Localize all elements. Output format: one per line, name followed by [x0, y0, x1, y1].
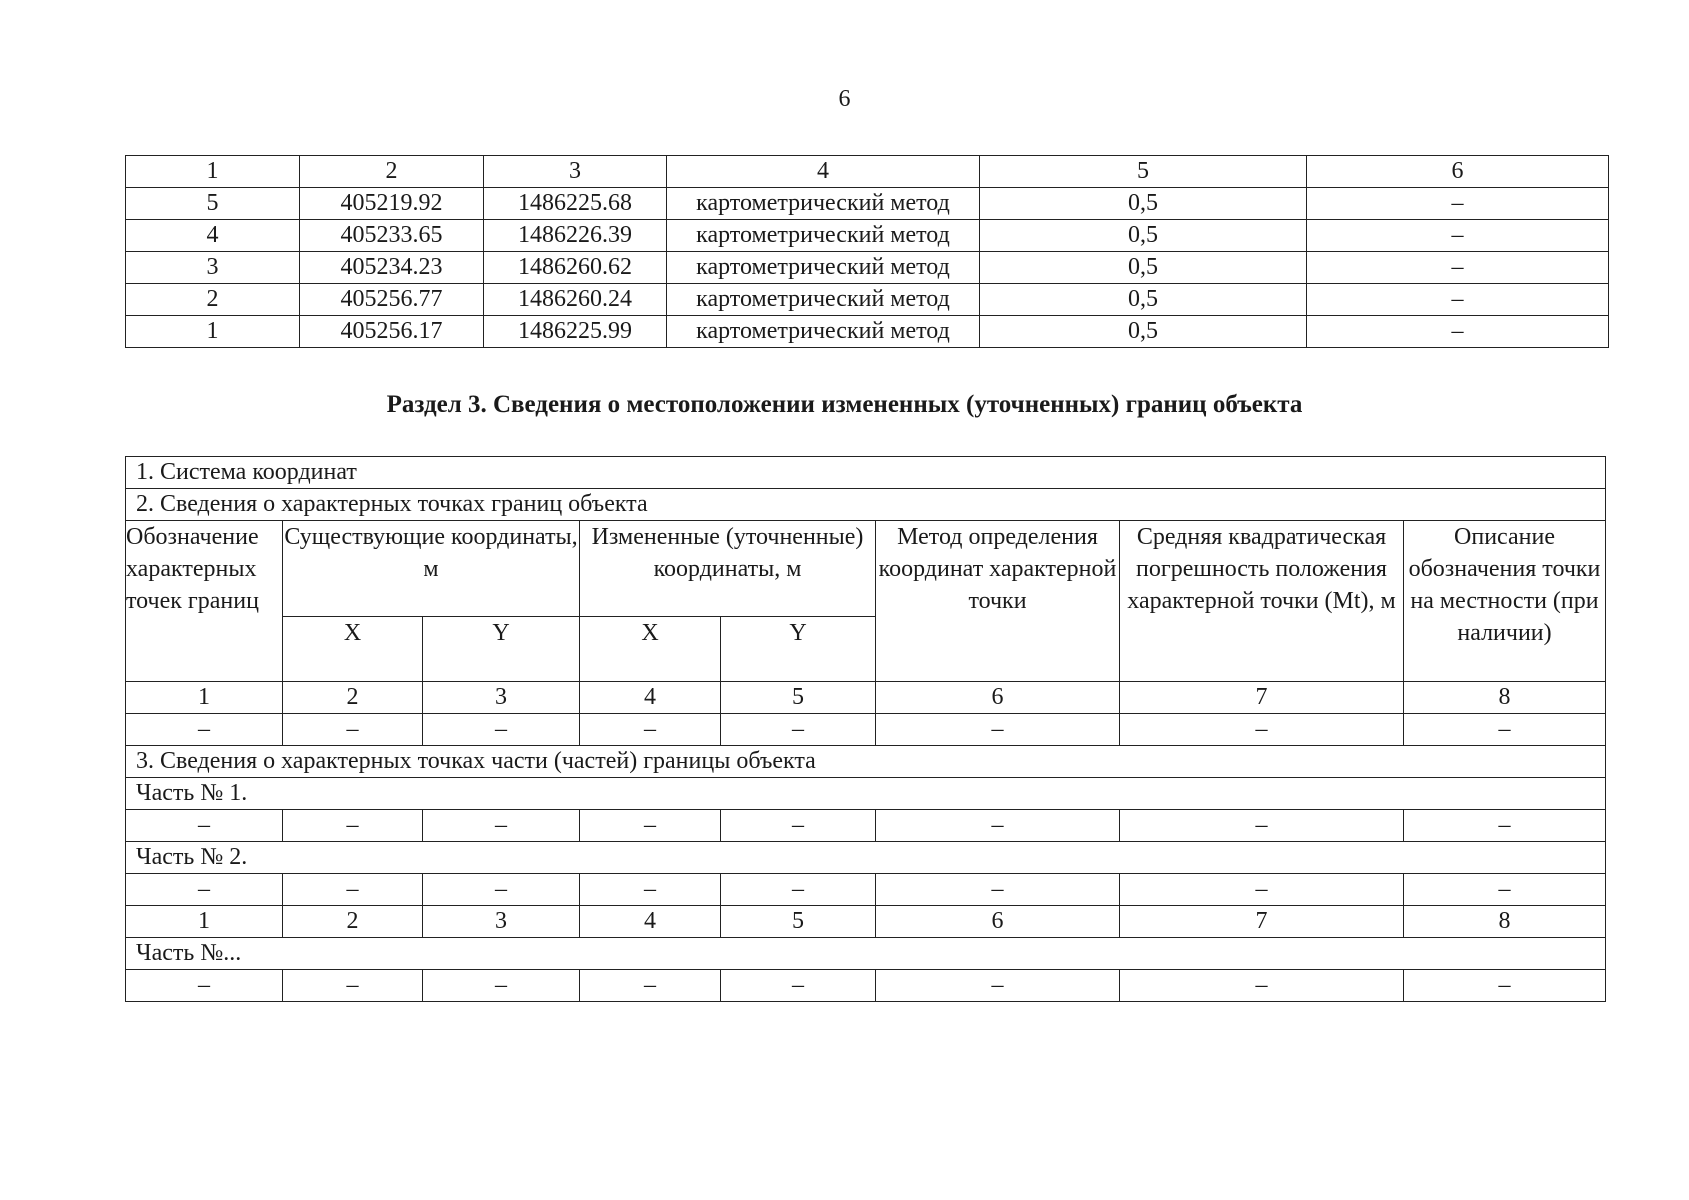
description: –: [1307, 316, 1609, 348]
page-number: 6: [838, 86, 851, 112]
dash-cell: –: [126, 874, 283, 906]
column-number-row: [126, 682, 1606, 714]
column-number: 1: [126, 682, 283, 714]
points-info-row: [126, 489, 1606, 521]
changed-boundaries-table: [125, 456, 1606, 1002]
method: картометрический метод: [667, 284, 980, 316]
column-number: 5: [721, 682, 876, 714]
coordinate-system-row: [126, 457, 1606, 489]
y-coordinate: 1486225.68: [484, 188, 667, 220]
dash-cell: –: [721, 714, 876, 746]
table-row: [126, 284, 1609, 316]
part-2-label: Часть № 2.: [126, 842, 1606, 874]
column-number: 1: [126, 156, 300, 188]
method: картометрический метод: [667, 188, 980, 220]
dash-cell: –: [283, 970, 423, 1002]
x-coordinate: 405256.77: [300, 284, 484, 316]
dash-cell: –: [283, 874, 423, 906]
dash-cell: –: [580, 810, 721, 842]
column-number: 2: [283, 682, 423, 714]
column-number: 2: [283, 906, 423, 938]
changed-x-header: X: [580, 617, 721, 682]
dash-cell: –: [1404, 714, 1606, 746]
points-info-label: 2. Сведения о характерных точках границ объекта: [126, 489, 1606, 521]
description-header: Описание обозначения точки на местности (при наличии): [1404, 521, 1606, 682]
method: картометрический метод: [667, 252, 980, 284]
x-coordinate: 405233.65: [300, 220, 484, 252]
coordinate-system-label: 1. Система координат: [126, 457, 1606, 489]
part-1-row: [126, 778, 1606, 810]
dash-cell: –: [876, 970, 1120, 1002]
error-value: 0,5: [980, 252, 1307, 284]
column-number: 1: [126, 906, 283, 938]
header-row: [126, 521, 1606, 617]
method: картометрический метод: [667, 220, 980, 252]
dash-cell: –: [423, 810, 580, 842]
point-number: 4: [126, 220, 300, 252]
y-coordinate: 1486226.39: [484, 220, 667, 252]
changed-y-header: Y: [721, 617, 876, 682]
y-coordinate: 1486260.24: [484, 284, 667, 316]
column-number: 3: [484, 156, 667, 188]
column-number: 6: [876, 682, 1120, 714]
column-number: 8: [1404, 906, 1606, 938]
error-value: 0,5: [980, 284, 1307, 316]
table-row: [126, 188, 1609, 220]
part-2-row: [126, 842, 1606, 874]
description: –: [1307, 220, 1609, 252]
column-number: 2: [300, 156, 484, 188]
dash-cell: –: [126, 970, 283, 1002]
dash-cell: –: [283, 714, 423, 746]
dash-cell: –: [1120, 714, 1404, 746]
column-number: 8: [1404, 682, 1606, 714]
designation-header: Обозначение характерных точек границ: [126, 521, 283, 682]
table-row: [126, 220, 1609, 252]
column-number: 4: [580, 682, 721, 714]
description: –: [1307, 284, 1609, 316]
column-number: 6: [876, 906, 1120, 938]
dash-cell: –: [423, 874, 580, 906]
table-row: [126, 252, 1609, 284]
dash-cell: –: [126, 810, 283, 842]
description: –: [1307, 188, 1609, 220]
column-number: 3: [423, 682, 580, 714]
existing-x-header: X: [283, 617, 423, 682]
point-number: 1: [126, 316, 300, 348]
error-value: 0,5: [980, 188, 1307, 220]
method-header: Метод определения координат характерной точки: [876, 521, 1120, 682]
x-coordinate: 405256.17: [300, 316, 484, 348]
point-number: 2: [126, 284, 300, 316]
error-value: 0,5: [980, 316, 1307, 348]
x-coordinate: 405219.92: [300, 188, 484, 220]
dash-cell: –: [876, 874, 1120, 906]
dash-cell: –: [721, 810, 876, 842]
point-number: 3: [126, 252, 300, 284]
dash-cell: –: [580, 874, 721, 906]
dash-cell: –: [721, 970, 876, 1002]
dash-cell: –: [126, 714, 283, 746]
dash-row: [126, 714, 1606, 746]
dash-row: [126, 810, 1606, 842]
column-number: 6: [1307, 156, 1609, 188]
dash-cell: –: [1120, 874, 1404, 906]
changed-coordinates-header: Измененные (уточненные) координаты, м: [580, 521, 876, 617]
error-header: Средняя квадратическая погрешность положения характерной точки (Mt), м: [1120, 521, 1404, 682]
column-number: 4: [580, 906, 721, 938]
dash-cell: –: [876, 714, 1120, 746]
column-number: 7: [1120, 682, 1404, 714]
dash-cell: –: [423, 970, 580, 1002]
column-number-row: [126, 156, 1609, 188]
column-number: 3: [423, 906, 580, 938]
part-n-label: Часть №...: [126, 938, 1606, 970]
dash-cell: –: [1404, 970, 1606, 1002]
section-title: Раздел 3. Сведения о местоположении измененных (уточненных) границ объекта: [386, 391, 1303, 418]
column-number: 7: [1120, 906, 1404, 938]
dash-cell: –: [1120, 810, 1404, 842]
y-coordinate: 1486225.99: [484, 316, 667, 348]
column-number-row: [126, 906, 1606, 938]
y-coordinate: 1486260.62: [484, 252, 667, 284]
table-row: [126, 316, 1609, 348]
dash-cell: –: [1404, 810, 1606, 842]
x-coordinate: 405234.23: [300, 252, 484, 284]
description: –: [1307, 252, 1609, 284]
dash-cell: –: [1404, 874, 1606, 906]
dash-cell: –: [721, 874, 876, 906]
point-number: 5: [126, 188, 300, 220]
existing-y-header: Y: [423, 617, 580, 682]
dash-cell: –: [1120, 970, 1404, 1002]
parts-info-label: 3. Сведения о характерных точках части (частей) границы объекта: [126, 746, 1606, 778]
dash-cell: –: [876, 810, 1120, 842]
dash-cell: –: [283, 810, 423, 842]
method: картометрический метод: [667, 316, 980, 348]
part-n-row: [126, 938, 1606, 970]
dash-cell: –: [423, 714, 580, 746]
dash-row: [126, 970, 1606, 1002]
column-number: 5: [721, 906, 876, 938]
parts-info-row: [126, 746, 1606, 778]
dash-cell: –: [580, 970, 721, 1002]
column-number: 4: [667, 156, 980, 188]
existing-coordinates-header: Существующие координаты, м: [283, 521, 580, 617]
column-number: 5: [980, 156, 1307, 188]
dash-cell: –: [580, 714, 721, 746]
error-value: 0,5: [980, 220, 1307, 252]
dash-row: [126, 874, 1606, 906]
coordinates-table: [125, 155, 1609, 348]
part-1-label: Часть № 1.: [126, 778, 1606, 810]
